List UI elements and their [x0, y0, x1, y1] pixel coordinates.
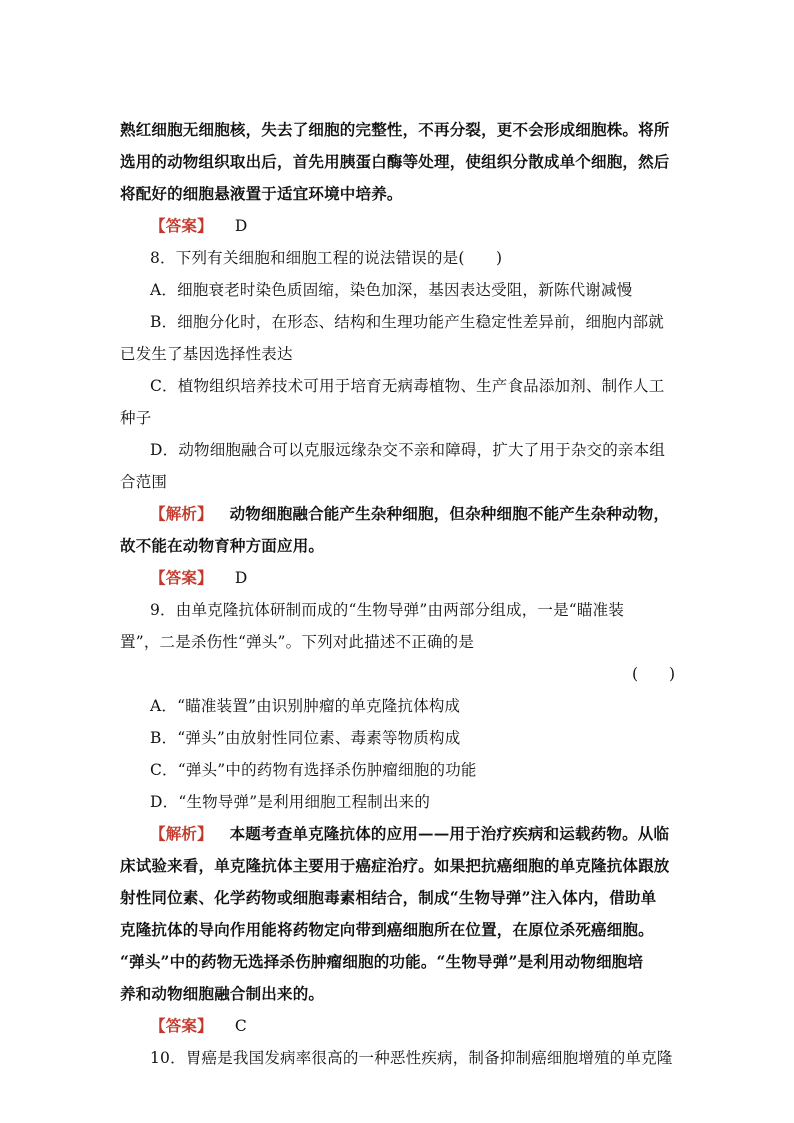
analysis-text: 本题考查单克隆抗体的应用——用于治疗疾病和运载药物。从临 — [229, 824, 670, 843]
answer-value: D — [234, 217, 248, 235]
q9-analysis-line-1 — [150, 823, 680, 845]
q7-explanation-line-3: 将配好的细胞悬液置于适宜环境中培养。 — [120, 184, 403, 203]
analysis-tag: 【解析】 — [150, 824, 213, 843]
q8-analysis-line-2: 故不能在动物育种方面应用。 — [120, 536, 325, 555]
q10-stem-line-1: 10．胃癌是我国发病率很高的一种恶性疾病，制备抑制癌细胞增殖的单克隆 — [150, 1049, 673, 1067]
q9-answer-paren: ( ) — [632, 665, 676, 683]
q9-analysis-line-6: 养和动物细胞融合制出来的。 — [120, 984, 325, 1003]
q7-answer — [150, 215, 680, 237]
q8-option-a: A．细胞衰老时染色质固缩，染色加深，基因表达受阻，新陈代谢减慢 — [150, 281, 633, 299]
q8-option-d-line-1: D．动物细胞融合可以克服远缘杂交不亲和障碍，扩大了用于杂交的亲本组 — [150, 441, 666, 459]
q9-analysis-line-3: 射性同位素、化学药物或细胞毒素相结合，制成“生物导弹”注入体内，借助单 — [120, 888, 657, 907]
q8-analysis-line-1 — [150, 503, 680, 525]
analysis-tag: 【解析】 — [150, 504, 213, 523]
q9-stem-line-1: 9．由单克隆抗体研制而成的“生物导弹”由两部分组成，一是“瞄准装 — [150, 601, 625, 619]
answer-value: D — [234, 569, 248, 587]
q7-explanation-line-1: 熟红细胞无细胞核，失去了细胞的完整性，不再分裂，更不会形成细胞株。将所 — [120, 120, 670, 139]
q9-analysis-line-4: 克隆抗体的导向作用能将药物定向带到癌细胞所在位置，在原位杀死癌细胞。 — [120, 920, 654, 939]
q9-option-a: A．“瞄准装置”由识别肿瘤的单克隆抗体构成 — [150, 697, 461, 715]
q9-analysis-line-5: “弹头”中的药物无选择杀伤肿瘤细胞的功能。“生物导弹”是利用动物细胞培 — [120, 952, 644, 971]
q8-answer — [150, 567, 680, 589]
answer-tag: 【答案】 — [150, 216, 213, 235]
answer-value: C — [234, 1017, 247, 1035]
q9-analysis-line-2: 床试验来看，单克隆抗体主要用于癌症治疗。如果把抗癌细胞的单克隆抗体跟放 — [120, 856, 670, 875]
q8-stem: 8．下列有关细胞和细胞工程的说法错误的是( ) — [150, 249, 503, 267]
q9-option-c: C．“弹头”中的药物有选择杀伤肿瘤细胞的功能 — [150, 761, 477, 779]
q8-option-c-line-2: 种子 — [120, 409, 152, 427]
q9-option-d: D．“生物导弹”是利用细胞工程制出来的 — [150, 793, 431, 811]
q8-option-d-line-2: 合范围 — [120, 473, 168, 491]
q7-explanation-line-2: 选用的动物组织取出后，首先用胰蛋白酶等处理，使组织分散成单个细胞，然后 — [120, 152, 670, 171]
q9-option-b: B．“弹头”由放射性同位素、毒素等物质构成 — [150, 729, 461, 747]
answer-tag: 【答案】 — [150, 1016, 213, 1035]
analysis-text: 动物细胞融合能产生杂种细胞，但杂种细胞不能产生杂种动物， — [229, 504, 670, 523]
q9-stem-line-2: 置”，二是杀伤性“弹头”。下列对此描述不正确的是 — [120, 633, 475, 651]
q8-option-b-line-2: 已发生了基因选择性表达 — [120, 345, 293, 363]
answer-tag: 【答案】 — [150, 568, 213, 587]
q9-answer — [150, 1015, 680, 1037]
q8-option-b-line-1: B．细胞分化时，在形态、结构和生理功能产生稳定性差异前，细胞内部就 — [150, 313, 664, 331]
q8-option-c-line-1: C．植物组织培养技术可用于培育无病毒植物、生产食品添加剂、制作人工 — [150, 377, 665, 395]
